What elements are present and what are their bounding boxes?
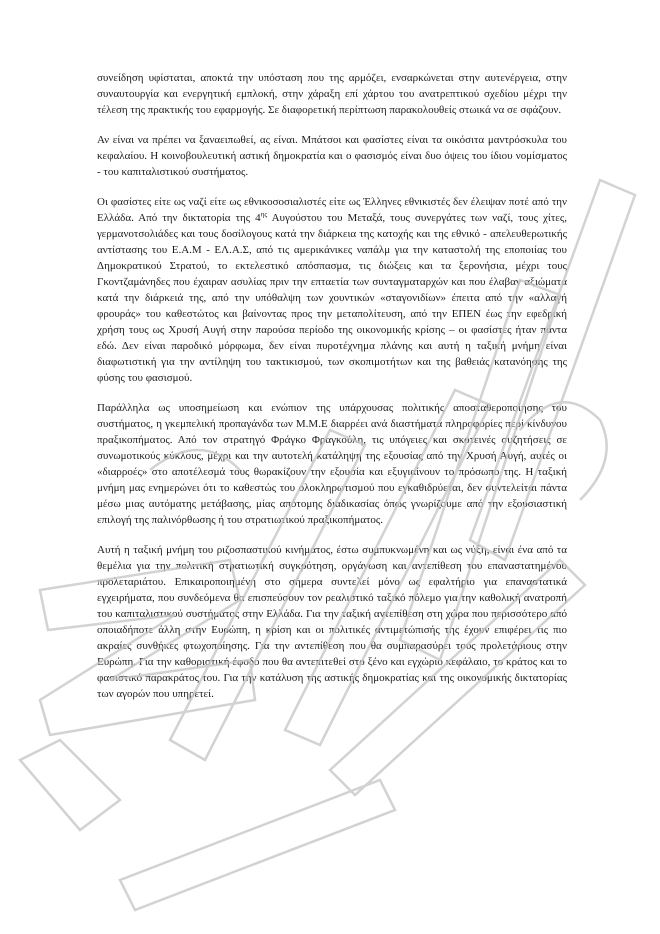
fascists-text-start: Οι φασίστες είτε ως ναζί είτε ως εθνικοσοσιαλιστές είτε ως Έλληνες εθνικιστές δεν έλειψαν ποτέ από την Ελλάδα. Από την δικτατορία της 4	[97, 196, 567, 224]
paragraph-coup-rumors: Παράλληλα ως υποσημείωση και ενώπιον της υπάρχουσας πολιτικής αποσταθεροποίησης του συστήματος, η γκεμπελική προπαγάνδα των Μ.Μ.Ε διαρρέει ανά διαστήματα πληροφορίες περί κίνδυνου πραξικοπήματος. Από τον στρατηγό Φράγκο Φραγκούλη, τις υπόγειες και σκοτεινές συζητήσεις σε συνωμοτικούς κύκλους, μέχρι και την αυτοτελή κατάληψη της εξουσίας από την Χρυσή Αυγή, αυτές οι «διαρροές» στο αποτέλεσμά τους θωρακίζουν την εξουσία και εξυγιαίνουν το πρόσωπο της. Η ταξική μνήμη μας ενημερώνει ότι το καθεστώς του ολοκληρωτισμού που εγκαθιδρύεται, δεν συντελείται πάντα μέσω μιας αυτόματης μετάβασης, μίας απότομης διαδικασίας όπως γνωρίζουμε από την εξουσιαστική επιλογή της παλινόρθωσης ή του στρατιωτικού πραξικοπήματος.	[97, 402, 567, 526]
document-body	[97, 70, 567, 716]
paragraph-fascists-history	[97, 194, 567, 386]
paragraph-consciousness: συνείδηση υφίσταται, αποκτά την υπόσταση που της αρμόζει, ενσαρκώνεται στην αυτενέργεια, στην συναυτουργία και ενεργητική εμπλοκή, στην χάραξη επί χάρτου του ανατρεπτικού σχεδίου μέχρι την τέλεση της πρακτικής του εφαρμογής. Σε διαφορετική περίπτωση παρακολουθείς στωικά να σε σφάζουν.	[97, 72, 567, 116]
paragraph-class-memory: Αυτή η ταξική μνήμη του ριζοσπαστικού κινήματος, έστω συμπυκνωμένη και ως νύξη, είναι ένα από τα θεμέλια για την πολιτική στρατιωτική συγκρότηση, οργάνωση και αντεπίθεση του επαναστατημένου προλεταριάτου. Επικαιροποιημένη στο σήμερα συντελεί μόνο ως εφαλτήριο για επαναστατικά εγχειρήματα, που συνδεόμενα θα επισπεύσουν τον ρεαλιστικό ταξικό πόλεμο για την καθολική ανατροπή του καπιταλιστικού συστήματος στην Ελλάδα. Για την ταξική αντεπίθεση στη χώρα που περισσότερο από οποιαδήποτε άλλη στην Ευρώπη, η κρίση και οι πολιτικές αντιμετώπισής της έχουν επιφέρει τις πιο ακραίες συνθήκες φτωχοποίησης. Για την αντεπίθεση που θα συμπαρασύρει τους προλετάριους στην Ευρώπη. Για την καθοριστική έφοδο που θα αντεπιτεθεί στο ξένο και εγχώριο κεφάλαιο, το κράτος και το φασιστικό παρακράτος του. Για την κατάλυση της αστικής δημοκρατίας και της οικονομικής δικτατορίας των αγορών που υπηρετεί.	[97, 544, 567, 700]
ordinal-superscript: ης	[260, 210, 268, 219]
paragraph-cops-fascists: Αν είναι να πρέπει να ξαναειπωθεί, ας είναι. Μπάτσοι και φασίστες είναι τα οικόσιτα μαντρόσκυλα του κεφαλαίου. Η κοινοβουλευτική αστική δημοκρατία και ο φασισμός είναι δυο όψεις του ίδιου νομίσματος - του καπιταλιστικού συστήματος.	[97, 134, 567, 178]
fascists-text-end: Αυγούστου του Μεταξά, τους συνεργάτες των ναζί, τους χίτες, γερμανοτσολιάδες και τους δοσίλογους κατά την διάρκεια της κατοχής και της εθνικό - απελευθερωτικής αντίστασης του Ε.Α.Μ - ΕΛ.Α.Σ, από τις αμερικάνικες ναπάλμ για την καταστολή της εποποιίας του Δημοκρατικού Στρατού, το εκτελεστικό απόσπασμα, τις διώξεις και τα ξερονήσια, μέχρι τους Γκοντζαμάνηδες που έχαιραν ασυλίας πριν την επταετία των συνταγματαρχών και που έλαβαν αξιώματα κατά την διάρκειά της, από την υπόθαλψη των χουντικών «σταγονιδίων» έπειτα από την «αλλαγή φρουράς» του καθεστώτος και βαίνοντας προς την μεταπολίτευση, από την ΕΠΕΝ έως την εφεδρική χρήση τους ως Χρυσή Αυγή στην παρούσα περίοδο της οικονομικής κρίσης – οι φασίστες ήταν πάντα εδώ. Δεν είναι παροδικό μόρφωμα, δεν είναι πυροτέχνημα πλάνης και αυτή η ταξική μνήμη είναι διαφωτιστική για την αντίληψη του τακτικισμού, των σκοπιμοτήτων και της βαθειάς κατανόησης της φύσης του φασισμού.	[97, 212, 567, 384]
